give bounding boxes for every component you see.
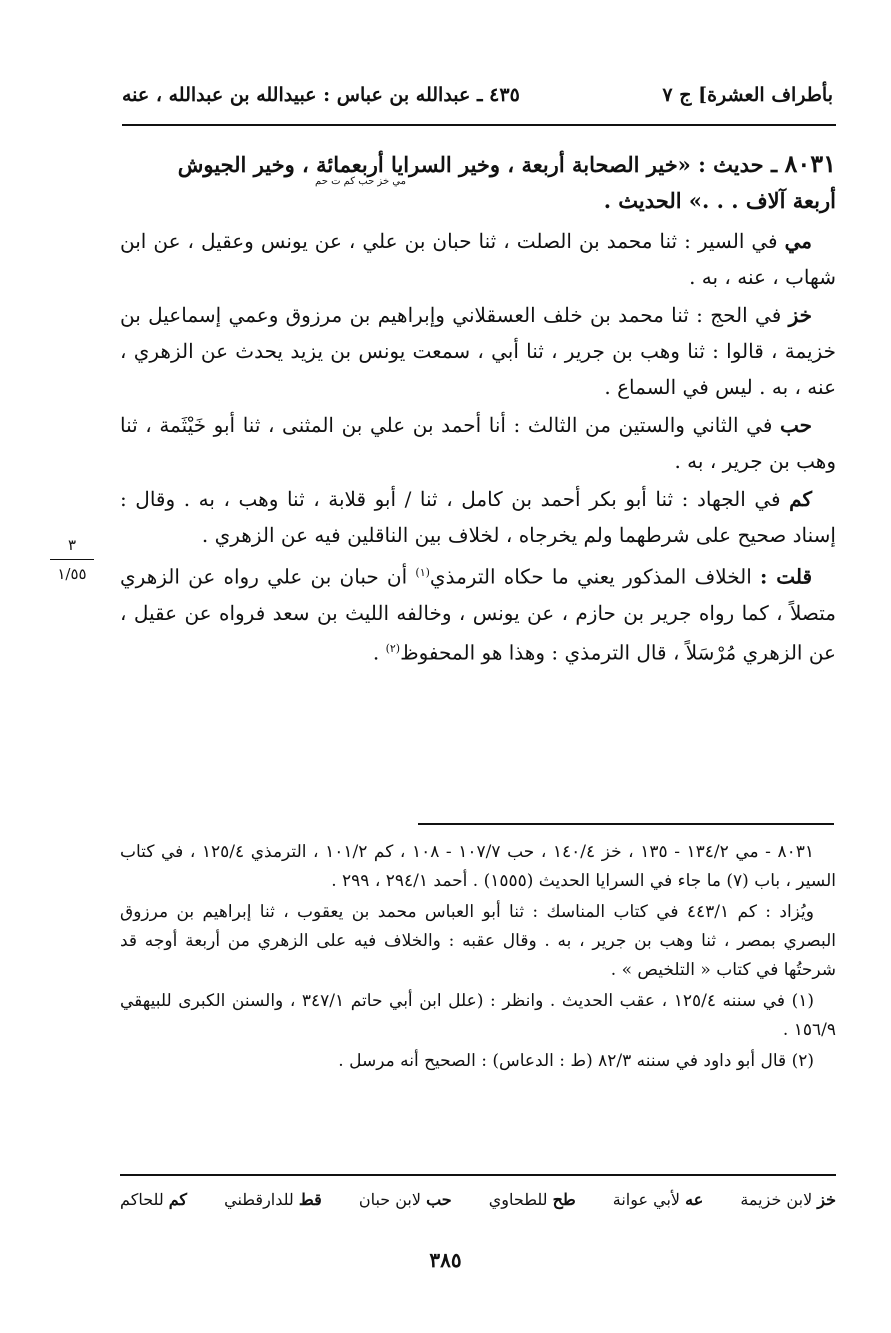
- footnotes: [120, 838, 836, 1078]
- footnote-ref-2[interactable]: (٢): [385, 641, 401, 655]
- footnote-separator: [418, 823, 834, 825]
- page-number: ٣٨٥: [429, 1248, 462, 1272]
- paragraph-text: الخلاف المذكور يعني ما حكاه الترمذي: [429, 564, 760, 589]
- header-section: ٤٣٥ ـ عبدالله بن عباس : عبيدالله بن عبدالله ، عنه: [122, 84, 520, 106]
- abbrev-item: حب لابن حبان: [358, 1190, 452, 1209]
- marginal-divider: [50, 559, 94, 560]
- source-code: قلت :: [759, 564, 813, 589]
- paragraph-text: في الحج : ثنا محمد بن خلف العسقلاني وإبراهيم بن مرزوق وعمي إسماعيل بن خزيمة ، قالوا : ثنا وهب بن جرير ، ثنا أبي ، سمعت يونس بن يزيد يحدث عن الزهري ، عنه ، به . ليس في السماع .: [120, 303, 836, 399]
- paragraph-text: في السير : ثنا محمد بن الصلت ، ثنا حبان بن علي ، عن يونس وعقيل ، عن ابن شهاب ، عنه ، به .: [120, 229, 836, 289]
- hadith-title: [120, 146, 836, 183]
- abbrev-item: كم للحاكم: [120, 1190, 188, 1209]
- paragraph-hb: [120, 407, 836, 479]
- header-volume: بأطراف العشرة] ج ٧: [662, 84, 833, 106]
- paragraph-text: في الثاني والستين من الثالث : أنا أحمد بن علي بن المثنى ، ثنا أبو خَيْثَمة ، ثنا وهب بن جرير ، به .: [120, 413, 836, 473]
- marginal-bottom: ١/٥٥: [57, 565, 87, 583]
- hadith-number: ٨٠٣١: [784, 149, 836, 178]
- paragraph-text: أن حبان بن علي رواه عن الزهري متصلاً ، كما رواه جرير بن حازم ، عن يونس ، وخالفه الليث بن سعد فرواه عن عقيل ، عن الزهري مُرْسَلاً ، قال الترمذي : وهذا هو المحفوظ: [120, 564, 836, 665]
- footer-rule: [120, 1174, 836, 1176]
- running-header: [122, 78, 833, 114]
- hadith-title-line-1: ـ حديث : «خير الصحابة أربعة ، وخير السرايا أربعمائة ، وخير الجيوش: [177, 152, 785, 177]
- source-code: مي: [784, 229, 812, 253]
- hadith-title-line-2: أربعة آلاف . . .» الحديث .: [603, 188, 836, 213]
- marginal-top: ٣: [67, 536, 77, 554]
- abbrev-item: خز لابن خزيمة: [740, 1190, 836, 1209]
- header-rule: [122, 124, 836, 126]
- abbrev-item: عه لأبي عوانة: [612, 1190, 704, 1209]
- paragraph-qultu: [120, 555, 836, 670]
- paragraph-text: في الجهاد : ثنا أبو بكر أحمد بن كامل ، ثنا / أبو قلابة ، ثنا وهب ، به . وقال : إسناد صحيح على شرطهما ولم يخرجاه ، لخلاف بين الناقلين فيه عن الزهري .: [120, 487, 836, 547]
- hadith-sigla: مي خز حب كم ت حم: [315, 176, 406, 187]
- paragraph-khz: [120, 297, 836, 405]
- marginal-folio: [42, 535, 102, 584]
- source-code: كم: [789, 487, 812, 511]
- main-text: [120, 146, 836, 670]
- paragraph-text: .: [372, 640, 386, 665]
- footnote-addition: ويُزاد : كم ٤٤٣/١ في كتاب المناسك : ثنا أبو العباس محمد بن يعقوب ، ثنا إبراهيم بن مرزوق البصري بمصر ، ثنا وهب بن جرير ، به . وقال عقبه : والخلاف فيه على الزهري من أربعة أوجه قد شرحتُها في كتاب « التلخيص » .: [120, 902, 836, 980]
- footnote-ref-1[interactable]: (١): [415, 566, 430, 579]
- paragraph-km: [120, 481, 836, 553]
- abbreviation-key: [120, 1190, 836, 1220]
- footnote-takhrij: ٨٠٣١ - مي ١٣٤/٢ - ١٣٥ ، خز ١٤٠/٤ ، حب ١٠٧/٧ - ١٠٨ ، كم ١٠١/٢ ، الترمذي ١٢٥/٤ ، في كتاب السير ، باب (٧) ما جاء في السرايا الحديث (١٥٥٥) . أحمد ٢٩٤/١ ، ٢٩٩ .: [120, 842, 836, 891]
- source-code: خز: [788, 303, 812, 327]
- source-code: حب: [779, 413, 812, 437]
- abbrev-item: قط للدارقطني: [224, 1190, 322, 1209]
- abbrev-item: طح للطحاوي: [488, 1190, 576, 1209]
- paragraph-mi: [120, 223, 836, 295]
- footnote-1: (١) في سننه ١٢٥/٤ ، عقب الحديث . وانظر : (علل ابن أبي حاتم ٣٤٧/١ ، والسنن الكبرى للبيهقي ١٥٦/٩ .: [120, 991, 836, 1040]
- footnote-2: (٢) قال أبو داود في سننه ٨٢/٣ (ط : الدعاس) : الصحيح أنه مرسل .: [338, 1051, 814, 1071]
